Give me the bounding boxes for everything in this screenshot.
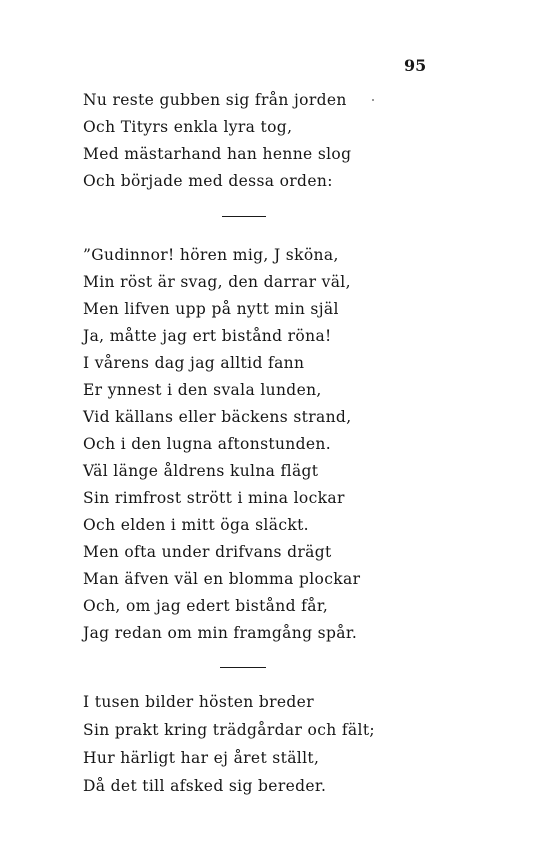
page-number: 95	[404, 56, 427, 75]
verse-line: Och, om jag edert bistånd får,	[83, 597, 329, 615]
verse-line: Med mästarhand han henne slog	[83, 145, 352, 163]
verse-line: Hur härligt har ej året ställt,	[83, 749, 320, 767]
verse-line: Man äfven väl en blomma plockar	[83, 570, 361, 588]
verse-line: Och började med dessa orden:	[83, 172, 333, 190]
verse-line: Min röst är svag, den darrar väl,	[83, 273, 351, 291]
verse-line: Sin prakt kring trädgårdar och fält;	[83, 721, 375, 739]
verse-line: Väl länge åldrens kulna flägt	[83, 462, 319, 480]
verse-line: I tusen bilder hösten breder	[83, 693, 314, 711]
verse-line: I vårens dag jag alltid fann	[83, 354, 305, 372]
ink-speck	[372, 99, 374, 101]
verse-line: Vid källans eller bäckens strand,	[83, 408, 352, 426]
stanza-3	[83, 688, 375, 800]
verse-line: Och elden i mitt öga släckt.	[83, 516, 309, 534]
verse-line: Och Tityrs enkla lyra tog,	[83, 118, 293, 136]
stanza-2	[83, 242, 360, 647]
verse-line: Nu reste gubben sig från jorden	[83, 91, 347, 109]
verse-line: Och i den lugna aftonstunden.	[83, 435, 332, 453]
verse-line: Men ofta under drifvans drägt	[83, 543, 332, 561]
stanza-1	[83, 87, 351, 195]
verse-line: Men lifven upp på nytt min själ	[83, 300, 339, 318]
verse-line: Ja, måtte jag ert bistånd röna!	[83, 327, 332, 345]
section-divider	[220, 667, 266, 668]
verse-line: Sin rimfrost strött i mina lockar	[83, 489, 345, 507]
verse-line: ”Gudinnor! hören mig, J sköna,	[83, 246, 339, 264]
verse-line: Då det till afsked sig bereder.	[83, 777, 327, 795]
verse-line: Jag redan om min framgång spår.	[83, 624, 358, 642]
verse-line: Er ynnest i den svala lunden,	[83, 381, 322, 399]
section-divider	[222, 216, 266, 217]
